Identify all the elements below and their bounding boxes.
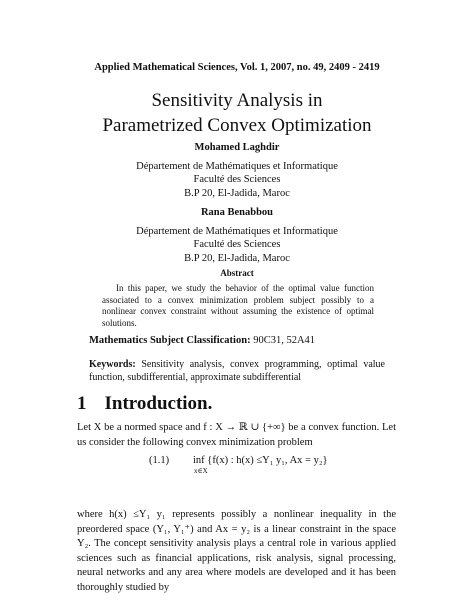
author-name-1: Mohamed Laghdir [194, 142, 280, 153]
paper-title-line-2: Parametrized Convex Optimization [102, 115, 372, 136]
section-heading [77, 393, 212, 415]
affiliation-line: Département de Mathématiques et Informatique [136, 226, 338, 237]
author-affiliation-1 [0, 160, 474, 200]
equation-subscript: x∈X [194, 467, 208, 475]
section-number: 1 [77, 393, 87, 414]
author-name-2: Rana Benabbou [200, 207, 274, 218]
journal-header: Applied Mathematical Sciences, Vol. 1, 2007, no. 49, 2409 - 2419 [94, 62, 380, 73]
affiliation-line: Faculté des Sciences [193, 174, 281, 186]
paper-title-line-1: Sensitivity Analysis in [151, 90, 323, 111]
keywords-value: Sensitivity analysis, convex programming, optimal value function, subdifferential, approximate subdifferential [89, 359, 385, 383]
equation-number: (1.1) [149, 455, 170, 466]
msc-classification [89, 335, 389, 346]
equation-1-1 [77, 455, 396, 477]
intro-paragraph-1: Let X be a normed space and f : X → ℝ ∪ {+∞} be a convex function. Let us consider the following convex minimization problem [77, 422, 396, 448]
msc-label: Mathematics Subject Classification: [89, 335, 251, 346]
keywords [89, 359, 385, 384]
section-title: Introduction. [104, 393, 213, 414]
author-affiliation-2 [0, 225, 474, 265]
intro-paragraph-2: where h(x) ≤Y₁ y₁ represents possibly a nonlinear inequality in the preordered space (Y₁, Y₁⁺) and Ax = y₂ is a linear constraint in the space Y₂. The concept sensitivity analysis plays a central role in various applied sciences such as financial applications, risk analysis, signal processing, neural networks and any area where models are developed and it has been thoroughly studied by [77, 509, 396, 593]
keywords-label: Keywords: [89, 359, 136, 370]
affiliation-line: Faculté des Sciences [193, 239, 281, 251]
abstract-text: In this paper, we study the behavior of the optimal value function associated to a convex minimization problem subject possibly to a nonlinear convex constraint without assuming the existence of optimal solutions. [102, 283, 374, 328]
affiliation-line: B.P 20, El-Jadida, Maroc [184, 187, 290, 199]
msc-value: 90C31, 52A41 [253, 335, 316, 346]
abstract-heading: Abstract [220, 268, 254, 278]
equation-body: inf {f(x) : h(x) ≤Y₁ y₁, Ax = y₂} [193, 455, 328, 466]
affiliation-line: B.P 20, El-Jadida, Maroc [184, 252, 290, 264]
affiliation-line: Département de Mathématiques et Informatique [136, 161, 338, 172]
